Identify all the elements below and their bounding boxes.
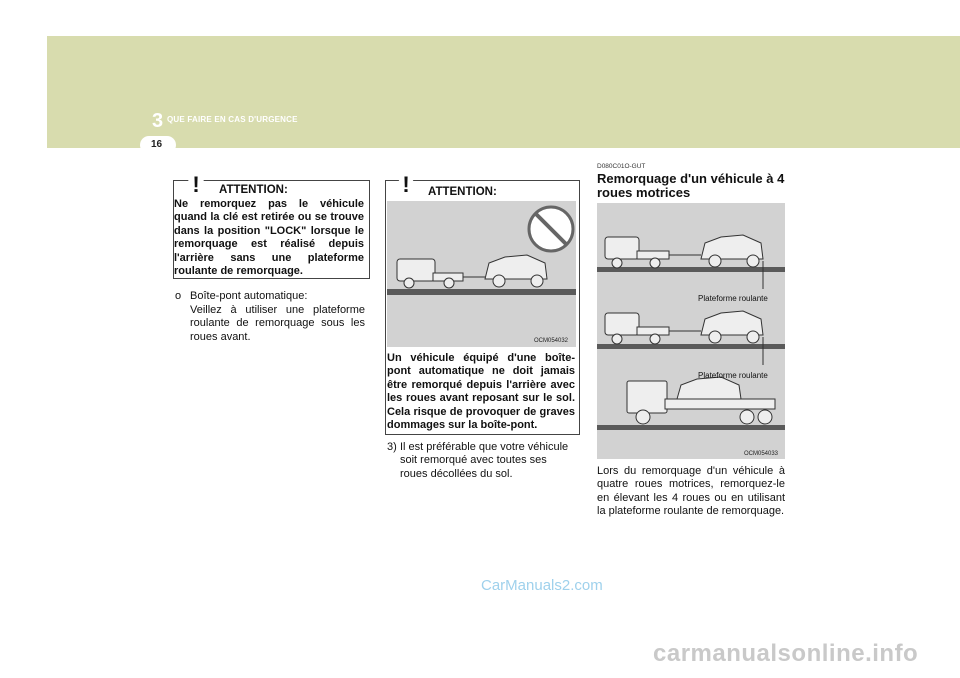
section-text: Lors du remorquage d'un véhicule à quatre roues motrices, remorquez-le en élevant les 4 roues ou en utilisant la plateforme roulante de remorquage.	[597, 465, 785, 518]
svg-text:!: !	[192, 172, 200, 196]
watermark-link[interactable]: CarManuals2.com	[481, 577, 603, 594]
item-3-text: Il est préférable que votre véhicule soit remorqué avec toutes ses roues décollées du sol.	[400, 441, 569, 480]
warning-title-middle: ATTENTION:	[428, 186, 497, 198]
footer-watermark: carmanualsonline.info	[653, 640, 919, 667]
section-title: Remorquage d'un véhicule à 4 roues motrices	[597, 171, 785, 200]
chapter-number: 3	[152, 110, 164, 132]
dolly-label-2: Plateforme roulante	[698, 371, 768, 380]
page-number: 16	[151, 139, 163, 150]
section-code: D080C01O-GUT	[597, 163, 646, 170]
warning-title-left: ATTENTION:	[219, 184, 288, 196]
svg-text:!: !	[402, 172, 410, 196]
towing-prohibited-illustration	[387, 201, 576, 347]
bullet-marker: o	[175, 290, 182, 302]
image-code-middle: OCM054032	[534, 338, 569, 344]
dolly-label-1: Plateforme roulante	[698, 294, 768, 303]
image-code-right: OCM054033	[744, 451, 779, 457]
gearbox-heading: Boîte-pont automatique:	[190, 290, 308, 302]
warning-triangle-icon	[389, 168, 423, 196]
item-number: 3)	[387, 441, 397, 453]
warning-triangle-icon	[179, 168, 213, 196]
warning-text-middle: Un véhicule équipé d'une boîte-pont automatique ne doit jamais être remorqué depuis l'arrière avec les roues avant reposant sur le sol. Cela risque de provoquer de graves dommages sur la boîte-pont.	[387, 352, 575, 432]
header-band	[47, 36, 960, 148]
chapter-title: QUE FAIRE EN CAS D'URGENCE	[167, 115, 298, 124]
gearbox-text: Veillez à utiliser une plateforme roulante de remorquage sous les roues avant.	[190, 304, 365, 343]
4wd-towing-illustration	[597, 203, 785, 459]
warning-text-left: Ne remorquez pas le véhicule quand la clé est retirée ou se trouve dans la position "LOCK" lorsque le remorquage est réalisé depuis l'arrière sans une plateforme roulante de remorquage.	[174, 198, 364, 278]
